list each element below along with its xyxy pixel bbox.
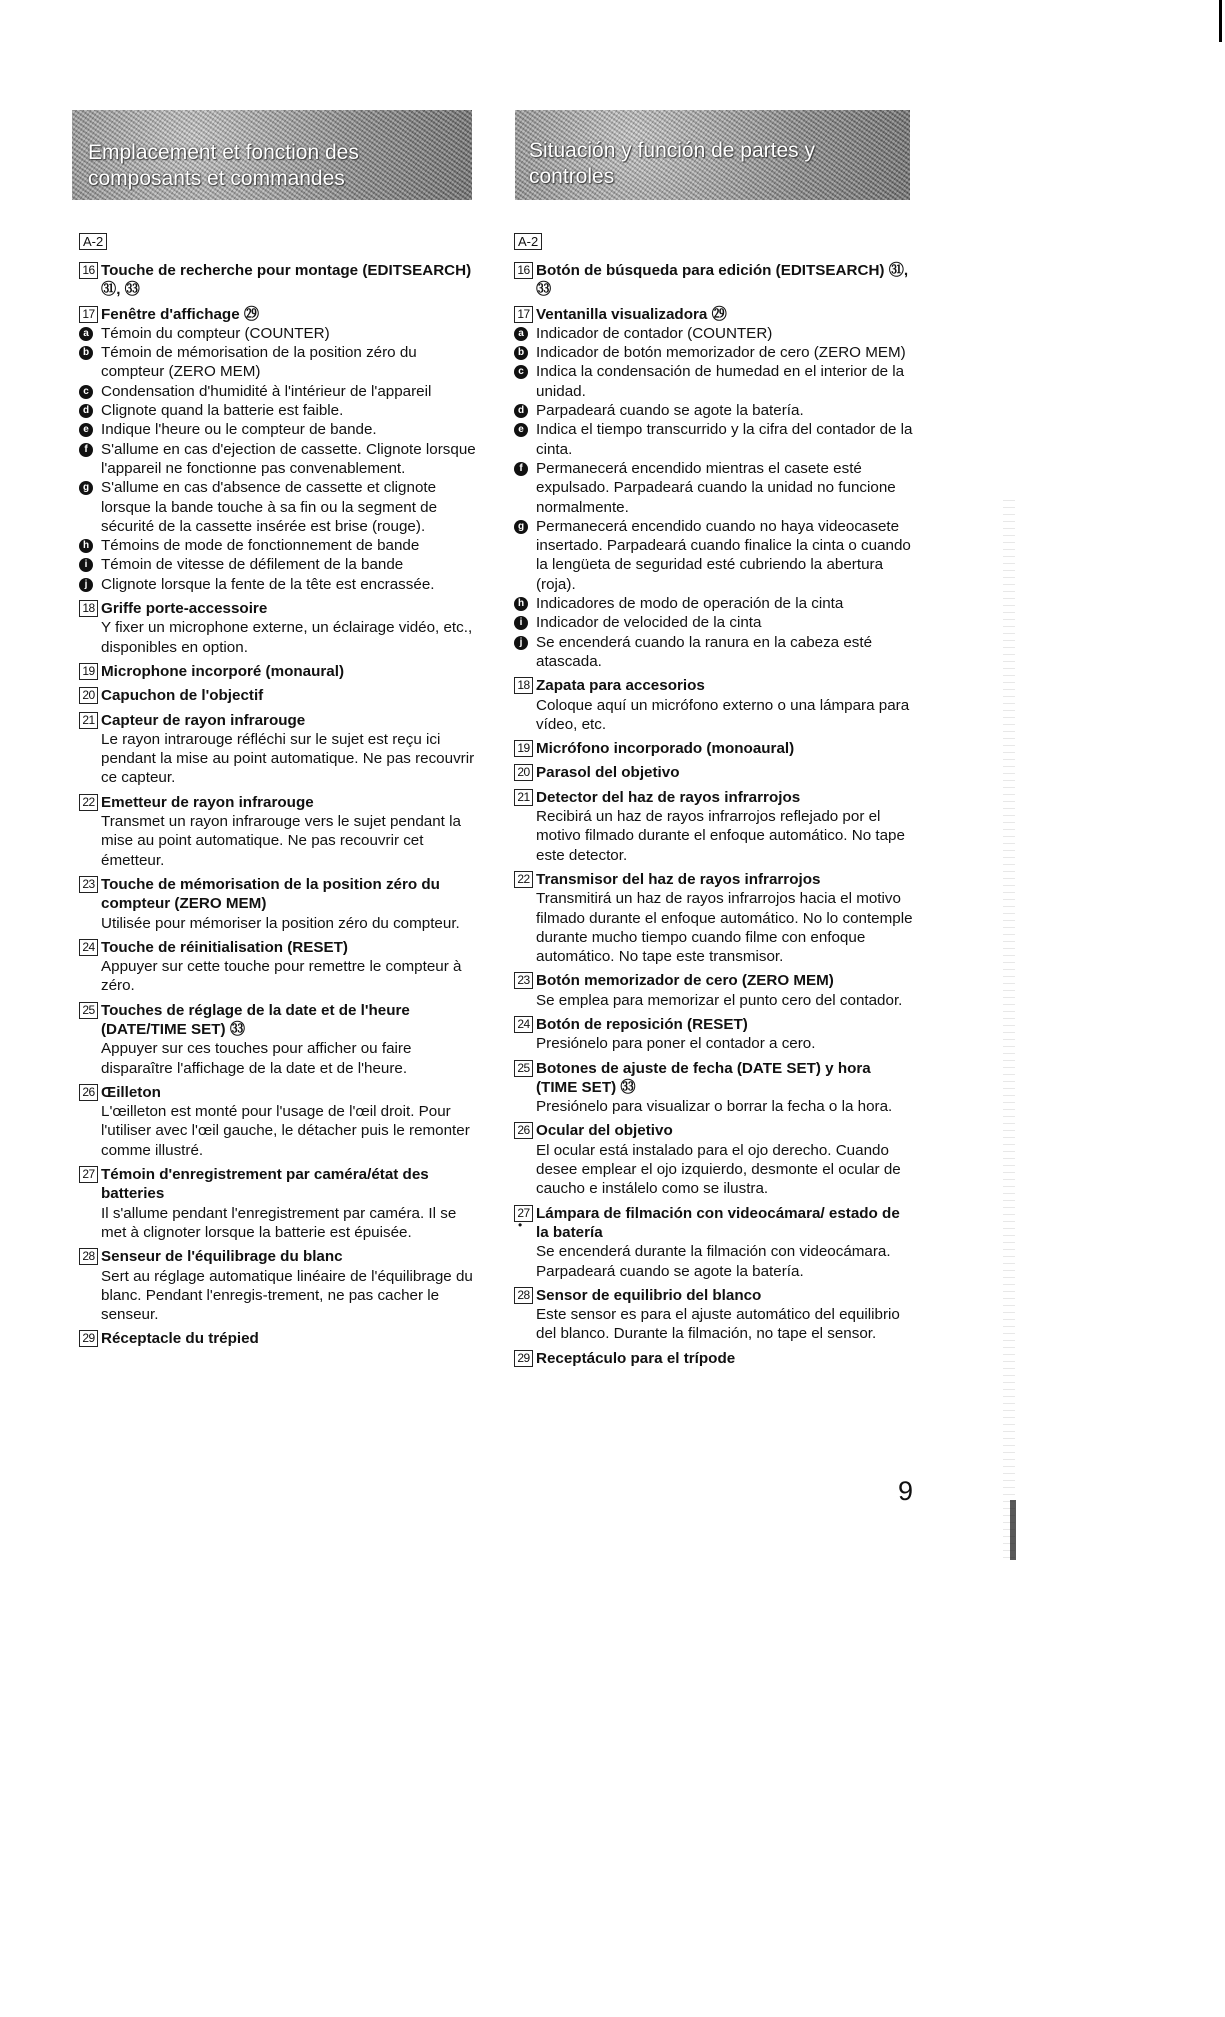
item-title-line xyxy=(536,1349,914,1368)
item-title-line xyxy=(536,1015,914,1034)
list-item xyxy=(514,1286,914,1344)
display-indicator-item xyxy=(79,324,479,343)
scan-edge-mark xyxy=(1219,0,1222,42)
item-title: Receptáculo para el trípode xyxy=(536,1349,736,1367)
item-number-box: 18 xyxy=(79,600,98,617)
item-title: Emetteur de rayon infrarouge xyxy=(101,793,314,811)
item-title: Touche de mémorisation de la position zéro du compteur (ZERO MEM) xyxy=(101,875,440,913)
list-item xyxy=(79,793,479,870)
item-title-line xyxy=(536,1204,914,1243)
item-number-box: 28 xyxy=(514,1287,533,1304)
item-title-line xyxy=(101,711,479,730)
item-description: Se encenderá durante la filmación con videocámara. Parpadeará cuando se agote la batería. xyxy=(536,1243,891,1280)
display-indicator-item xyxy=(514,633,914,672)
item-description: El ocular está instalado para el ojo derecho. Cuando desee emplear el ojo izquierdo, desmonte el ocular de caucho e instálelo como se ilustra. xyxy=(536,1141,901,1198)
list-item xyxy=(79,1165,479,1242)
item-title: Touche de recherche pour montage (EDITSEARCH) xyxy=(101,262,472,279)
item-page-refs: ㉝ xyxy=(620,1078,636,1096)
display-indicator-item xyxy=(79,555,479,574)
indicator-description: Indicadores de modo de operación de la cinta xyxy=(536,595,844,613)
indicator-description: Parpadeará cuando se agote la batería. xyxy=(536,402,804,420)
item-title-line xyxy=(101,793,479,812)
indicator-description: Indicador de botón memorizador de cero (ZERO MEM) xyxy=(536,344,906,362)
item-number-box: 24 xyxy=(514,1016,533,1033)
item-description: Coloque aquí un micrófono externo o una lámpara para vídeo, etc. xyxy=(536,696,910,733)
item-page-refs: ㉛, ㉝ xyxy=(536,262,909,299)
indicator-description: Indica la condensación de humedad en el interior de la unidad. xyxy=(536,363,905,400)
item-number-box: 22 xyxy=(514,871,533,888)
indicator-description: Condensation d'humidité à l'intérieur de l'appareil xyxy=(101,382,432,400)
item-title-line xyxy=(536,1286,914,1305)
right-header-banner xyxy=(515,110,910,200)
item-title-line xyxy=(101,305,479,324)
list-item xyxy=(79,938,479,996)
circled-letter-icon: j xyxy=(514,636,528,650)
indicator-description: Témoin de mémorisation de la position zéro du compteur (ZERO MEM) xyxy=(101,344,417,381)
item-description: Se emplea para memorizar el punto cero del contador. xyxy=(536,991,903,1009)
circled-letter-icon: h xyxy=(514,597,528,611)
item-number-box: 17 xyxy=(79,306,98,323)
item-title: Botones de ajuste de fecha (DATE SET) y hora (TIME SET) xyxy=(536,1059,871,1096)
item-title: Touches de réglage de la date et de l'heure (DATE/TIME SET) xyxy=(101,1001,410,1038)
item-title: Zapata para accesorios xyxy=(536,677,705,695)
indicator-description: Indica el tiempo transcurrido y la cifra del contador de la cinta. xyxy=(536,421,913,458)
display-indicator-item xyxy=(514,517,914,594)
circled-letter-icon: c xyxy=(79,385,93,399)
item-page-refs: ㉛, ㉝ xyxy=(101,281,140,299)
item-title-line xyxy=(101,662,479,681)
item-title: Fenêtre d'affichage xyxy=(101,305,240,323)
indicator-description: Témoin de vitesse de défilement de la bande xyxy=(101,556,404,574)
item-title-line xyxy=(101,875,479,914)
right-banner-title: Situación y función de partes y controles xyxy=(529,139,816,188)
item-title: Lámpara de filmación con videocámara/ estado de la batería xyxy=(536,1204,900,1241)
indicator-description: Permanecerá encendido mientras el casete esté expulsado. Parpadeará cuando la unidad no funcione normalmente. xyxy=(536,459,896,516)
item-title-line xyxy=(536,1059,914,1098)
item-title-line xyxy=(536,870,914,889)
indicator-description: Clignote quand la batterie est faible. xyxy=(101,402,344,420)
circled-letter-icon: b xyxy=(79,346,93,360)
list-item xyxy=(79,261,479,300)
display-indicator-item xyxy=(514,613,914,632)
item-number-box: 25 xyxy=(514,1060,533,1077)
item-title: Témoin d'enregistrement par caméra/état des batteries xyxy=(101,1166,429,1203)
item-title-line xyxy=(101,686,479,705)
display-indicator-item xyxy=(514,343,914,362)
list-item xyxy=(514,1015,914,1054)
item-title: Sensor de equilibrio del blanco xyxy=(536,1286,762,1304)
list-item xyxy=(514,261,914,300)
circled-letter-icon: i xyxy=(514,616,528,630)
item-title: Microphone incorporé (monaural) xyxy=(101,662,345,680)
display-indicator-item xyxy=(79,343,479,382)
item-description: Presiónelo para poner el contador a cero. xyxy=(536,1035,816,1053)
indicator-description: S'allume en cas d'absence de cassette et clignote lorsque la bande touche à sa fin ou la segment de sécurité de la cassette insérée est brise (rouge). xyxy=(101,479,438,535)
list-item xyxy=(514,971,914,1010)
item-title: Detector del haz de rayos infrarrojos xyxy=(536,788,801,806)
item-description: Presiónelo para visualizar o borrar la fecha o la hora. xyxy=(536,1098,893,1116)
item-description: L'œilleton est monté pour l'usage de l'œil droit. Pour l'utiliser avec l'œil gauche, le détacher puis le remonter comme illustré. xyxy=(101,1103,470,1159)
item-number-box: 19 xyxy=(79,663,98,680)
scan-noise-dark xyxy=(1010,1500,1016,1560)
display-indicator-item xyxy=(514,594,914,613)
item-title-line xyxy=(536,305,914,324)
list-item xyxy=(514,1349,914,1368)
circled-letter-icon: b xyxy=(514,346,528,360)
indicator-description: Indicador de contador (COUNTER) xyxy=(536,324,773,342)
item-title: Ocular del objetivo xyxy=(536,1122,673,1140)
item-number-box: 26 xyxy=(514,1122,533,1139)
item-title: Touche de réinitialisation (RESET) xyxy=(101,938,348,956)
display-indicator-item xyxy=(79,420,479,439)
item-page-refs: ㉙ xyxy=(711,305,727,323)
display-indicator-item xyxy=(79,536,479,555)
right-column-spanish xyxy=(514,232,914,1373)
item-title: Senseur de l'équilibrage du blanc xyxy=(101,1248,343,1266)
indicator-description: Témoins de mode de fonctionnement de bande xyxy=(101,537,420,555)
item-description: Transmitirá un haz de rayos infrarrojos hacia el motivo filmado durante el enfoque automático. No lo contemple durante mucho tiempo cuando filme con enfoque automático. No tape este transmisor. xyxy=(536,890,913,966)
item-title: Ventanilla visualizadora xyxy=(536,305,708,323)
list-item xyxy=(79,1083,479,1160)
scan-noise xyxy=(1003,500,1015,1560)
item-description: Le rayon intrarouge réfléchi sur le sujet est reçu ici pendant la mise au point automatique. Ne pas recouvrir ce capteur. xyxy=(101,730,475,787)
item-number-box: 18 xyxy=(514,677,533,694)
list-item xyxy=(514,1059,914,1117)
item-number-box: 16 xyxy=(514,262,533,279)
display-indicator-item xyxy=(79,478,479,536)
page-number: 9 xyxy=(898,1476,914,1506)
indicator-description: Indique l'heure ou le compteur de bande. xyxy=(101,421,377,439)
list-item xyxy=(514,1121,914,1198)
item-list xyxy=(514,261,914,1368)
display-indicator-item xyxy=(514,420,914,459)
list-item xyxy=(514,739,914,758)
item-number-box: 19 xyxy=(514,740,533,757)
list-item xyxy=(514,763,914,782)
item-number-box: 21 xyxy=(514,789,533,806)
list-item xyxy=(514,788,914,865)
item-title-line xyxy=(101,1165,479,1204)
item-title-line xyxy=(101,1001,479,1040)
indicator-description: Témoin du compteur (COUNTER) xyxy=(101,324,330,342)
item-title-line xyxy=(536,739,914,758)
list-item xyxy=(79,599,479,657)
list-item xyxy=(514,1204,914,1281)
circled-letter-icon: h xyxy=(79,539,93,553)
item-title-line xyxy=(101,1247,479,1266)
item-number-box: 20 xyxy=(514,764,533,781)
item-title-line xyxy=(536,971,914,990)
section-label: A-2 xyxy=(514,233,542,250)
item-title: Botón de reposición (RESET) xyxy=(536,1015,748,1033)
list-item xyxy=(79,1247,479,1324)
circled-letter-icon: e xyxy=(514,423,528,437)
item-title-line xyxy=(536,261,914,300)
list-item xyxy=(79,711,479,788)
left-banner-title: Emplacement et fonction des composants et commandes xyxy=(88,141,359,190)
section-label: A-2 xyxy=(79,233,107,250)
item-description: Sert au réglage automatique linéaire de l'équilibrage du blanc. Pendant l'enregis-trement, ne pas cacher le senseur. xyxy=(101,1267,473,1324)
item-number-box: 27 xyxy=(514,1205,533,1222)
item-title: Parasol del objetivo xyxy=(536,764,680,782)
item-description: Appuyer sur cette touche pour remettre le compteur à zéro. xyxy=(101,958,462,995)
circled-letter-icon: d xyxy=(514,404,528,418)
indicator-description: Clignote lorsque la fente de la tête est encrassée. xyxy=(101,575,435,593)
circled-letter-icon: g xyxy=(79,481,93,495)
item-number-box: 23 xyxy=(514,972,533,989)
left-column-french xyxy=(79,232,479,1354)
item-number-box: 22 xyxy=(79,794,98,811)
circled-letter-icon: f xyxy=(79,443,93,457)
item-title-line xyxy=(536,788,914,807)
item-description: Appuyer sur ces touches pour afficher ou faire disparaître l'affichage de la date et de l'heure. xyxy=(101,1040,412,1077)
list-item xyxy=(79,686,479,705)
list-item xyxy=(79,662,479,681)
item-description: Utilisée pour mémoriser la position zéro du compteur. xyxy=(101,914,460,932)
list-item xyxy=(79,1329,479,1348)
item-title-line xyxy=(536,676,914,695)
item-page-refs: ㉙ xyxy=(243,305,260,323)
item-title: Capuchon de l'objectif xyxy=(101,687,264,705)
item-description: Este sensor es para el ajuste automático del equilibrio del blanco. Durante la filmación, no tape el sensor. xyxy=(536,1306,900,1343)
item-number-box: 29 xyxy=(514,1350,533,1367)
display-indicator-item xyxy=(514,324,914,343)
circled-letter-icon: a xyxy=(514,327,528,341)
item-number-box: 28 xyxy=(79,1248,98,1265)
list-item xyxy=(514,676,914,734)
item-title: Botón memorizador de cero (ZERO MEM) xyxy=(536,972,834,990)
item-title-line xyxy=(101,1083,479,1102)
display-indicator-item xyxy=(79,401,479,420)
circled-letter-icon: i xyxy=(79,558,93,572)
circled-letter-icon: j xyxy=(79,578,93,592)
item-number-box: 21 xyxy=(79,712,98,729)
display-indicator-item xyxy=(79,382,479,401)
list-item xyxy=(79,1001,479,1078)
item-description: Il s'allume pendant l'enregistrement par caméra. Il se met à clignoter lorsque la batterie est épuisée. xyxy=(101,1204,457,1241)
item-title-line xyxy=(101,938,479,957)
item-title: Œilleton xyxy=(101,1083,161,1101)
item-description: Y fixer un microphone externe, un éclairage vidéo, etc., disponibles en option. xyxy=(101,619,473,656)
display-indicator-item xyxy=(79,440,479,479)
item-number-box: 23 xyxy=(79,876,98,893)
circled-letter-icon: e xyxy=(79,423,93,437)
item-title-line xyxy=(101,261,479,300)
circled-letter-icon: g xyxy=(514,520,528,534)
item-description: Transmet un rayon infrarouge vers le sujet pendant la mise au point automatique. Ne pas recouvrir cet émetteur. xyxy=(101,813,461,869)
item-number-box: 24 xyxy=(79,939,98,956)
list-item xyxy=(514,870,914,966)
display-indicator-item xyxy=(514,362,914,401)
item-number-box: 20 xyxy=(79,687,98,704)
indicator-description: Indicador de velocided de la cinta xyxy=(536,614,762,632)
circled-letter-icon: a xyxy=(79,327,93,341)
item-description: Recibirá un haz de rayos infrarrojos reflejado por el motivo filmado durante el enfoque automático. No tape este detector. xyxy=(536,808,905,864)
item-title: Transmisor del haz de rayos infrarrojos xyxy=(536,870,821,888)
item-number-box: 17 xyxy=(514,306,533,323)
display-indicator-item xyxy=(79,575,479,594)
item-list xyxy=(79,261,479,1349)
item-number-box: 25 xyxy=(79,1002,98,1019)
stray-mark: • xyxy=(518,1218,523,1232)
item-number-box: 27 xyxy=(79,1166,98,1183)
item-number-box: 16 xyxy=(79,262,98,279)
item-title: Griffe porte-accessoire xyxy=(101,600,268,618)
display-indicator-item xyxy=(514,459,914,517)
item-number-box: 29 xyxy=(79,1330,98,1347)
circled-letter-icon: d xyxy=(79,404,93,418)
item-title: Micrófono incorporado (monoaural) xyxy=(536,740,795,758)
circled-letter-icon: f xyxy=(514,462,528,476)
item-title: Réceptacle du trépied xyxy=(101,1330,259,1348)
item-title: Capteur de rayon infrarouge xyxy=(101,711,306,729)
item-number-box: 26 xyxy=(79,1084,98,1101)
item-title-line xyxy=(101,599,479,618)
indicator-description: S'allume en cas d'ejection de cassette. Clignote lorsque l'appareil ne fonctionne pas convenablement. xyxy=(101,440,476,477)
item-title: Botón de búsqueda para edición (EDITSEARCH) xyxy=(536,262,885,279)
item-page-refs: ㉝ xyxy=(229,1020,246,1038)
list-item xyxy=(79,875,479,933)
item-title-line xyxy=(536,763,914,782)
left-header-banner xyxy=(72,110,472,200)
list-item xyxy=(514,305,914,672)
item-title-line xyxy=(101,1329,479,1348)
indicator-description: Permanecerá encendido cuando no haya videocasete insertado. Parpadeará cuando finalice la cinta o cuando la lengüeta de seguridad esté cubriendo la abertura (roja). xyxy=(536,517,911,593)
indicator-description: Se encenderá cuando la ranura en la cabeza esté atascada. xyxy=(536,633,873,670)
list-item xyxy=(79,305,479,594)
circled-letter-icon: c xyxy=(514,365,528,379)
item-title-line xyxy=(536,1121,914,1140)
display-indicator-item xyxy=(514,401,914,420)
